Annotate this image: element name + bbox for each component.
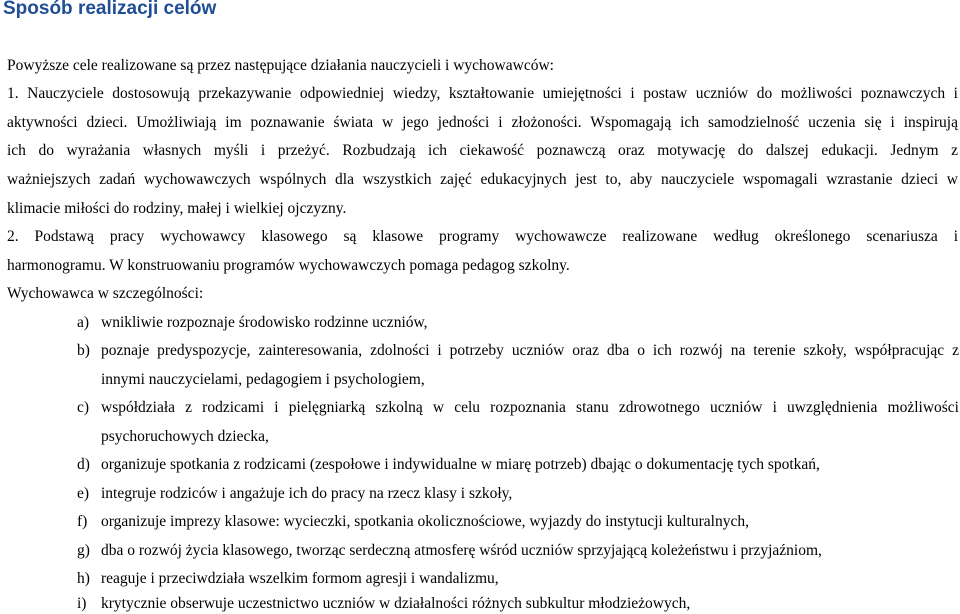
paragraph-2-line-2: harmonogramu. W konstruowaniu programów wychowawczych pomaga pedagog szkolny.	[7, 257, 570, 274]
list-item-text: innymi nauczycielami, pedagogiem i psychologiem,	[101, 371, 425, 388]
paragraph-1-line-3: ich do wyrażania własnych myśli i przeżyć. Rozbudzają ich ciekawość poznawczą oraz motywację do dalszej edukacji. Jednym z	[7, 142, 958, 159]
intro-text: Powyższe cele realizowane są przez następujące działania nauczycieli i wychowawców:	[7, 57, 554, 74]
list-item-text: psychoruchowych dziecka,	[101, 428, 269, 445]
list-item-text: poznaje predyspozycje, zainteresowania, zdolności i potrzeby uczniów oraz dba o ich rozwój na terenie szkoły, współpracując z	[101, 342, 959, 359]
list-item-text: dba o rozwój życia klasowego, tworząc serdeczną atmosferę wśród uczniów sprzyjającą koleżeństwu i przyjaźniom,	[101, 542, 822, 559]
list-item-label: i)	[77, 595, 87, 612]
list-item-text: krytycznie obserwuje uczestnictwo uczniów w działalności różnych subkultur młodzieżowych,	[101, 595, 691, 612]
paragraph-1-line-2: aktywności dzieci. Umożliwiają im poznawanie świata w jego jedności i złożoności. Wspomagają ich samodzielność uczenia się i inspirują	[7, 114, 958, 131]
list-item-label: c)	[77, 399, 90, 416]
paragraph-1-line-4: ważniejszych zadań wychowawczych wspólnych dla wszystkich zajęć edukacyjnych jest to, aby nauczyciele wspomagali wzrastanie dzieci w	[7, 171, 958, 188]
list-item-label: g)	[77, 542, 90, 559]
list-item-text: organizuje imprezy klasowe: wycieczki, spotkania okolicznościowe, wyjazdy do instytucji kulturalnych,	[101, 513, 749, 530]
section-title: Sposób realizacji celów	[3, 0, 217, 19]
paragraph-2-line-1: 2. Podstawą pracy wychowawcy klasowego są klasowe programy wychowawcze realizowane według określonego scenariusza i	[7, 228, 958, 245]
list-item-label: d)	[77, 456, 90, 473]
list-item-label: a)	[77, 314, 90, 331]
list-item-label: e)	[77, 485, 90, 502]
list-item-text: integruje rodziców i angażuje ich do pracy na rzecz klasy i szkoły,	[101, 485, 513, 502]
list-item-label: f)	[77, 513, 88, 530]
paragraph-1-line-5: klimacie miłości do rodziny, małej i wielkiej ojczyzny.	[7, 200, 347, 217]
list-item-text: współdziała z rodzicami i pielęgniarką szkolną w celu rozpoznania stanu zdrowotnego uczniów i uwzględnienia możliwości	[101, 399, 959, 416]
list-item-label: h)	[77, 570, 90, 587]
list-item-label: b)	[77, 342, 90, 359]
list-item-text: wnikliwie rozpoznaje środowisko rodzinne uczniów,	[101, 314, 428, 331]
wychowawca-intro: Wychowawca w szczególności:	[7, 285, 204, 302]
list-item-text: reaguje i przeciwdziała wszelkim formom agresji i wandalizmu,	[101, 570, 499, 587]
paragraph-1-line-1: 1. Nauczyciele dostosowują przekazywanie odpowiedniej wiedzy, kształtowanie umiejętności i postaw uczniów do możliwości poznawczych i	[7, 85, 958, 102]
list-item-text: organizuje spotkania z rodzicami (zespołowe i indywidualne w miarę potrzeb) dbając o dokumentację tych spotkań,	[101, 456, 820, 473]
